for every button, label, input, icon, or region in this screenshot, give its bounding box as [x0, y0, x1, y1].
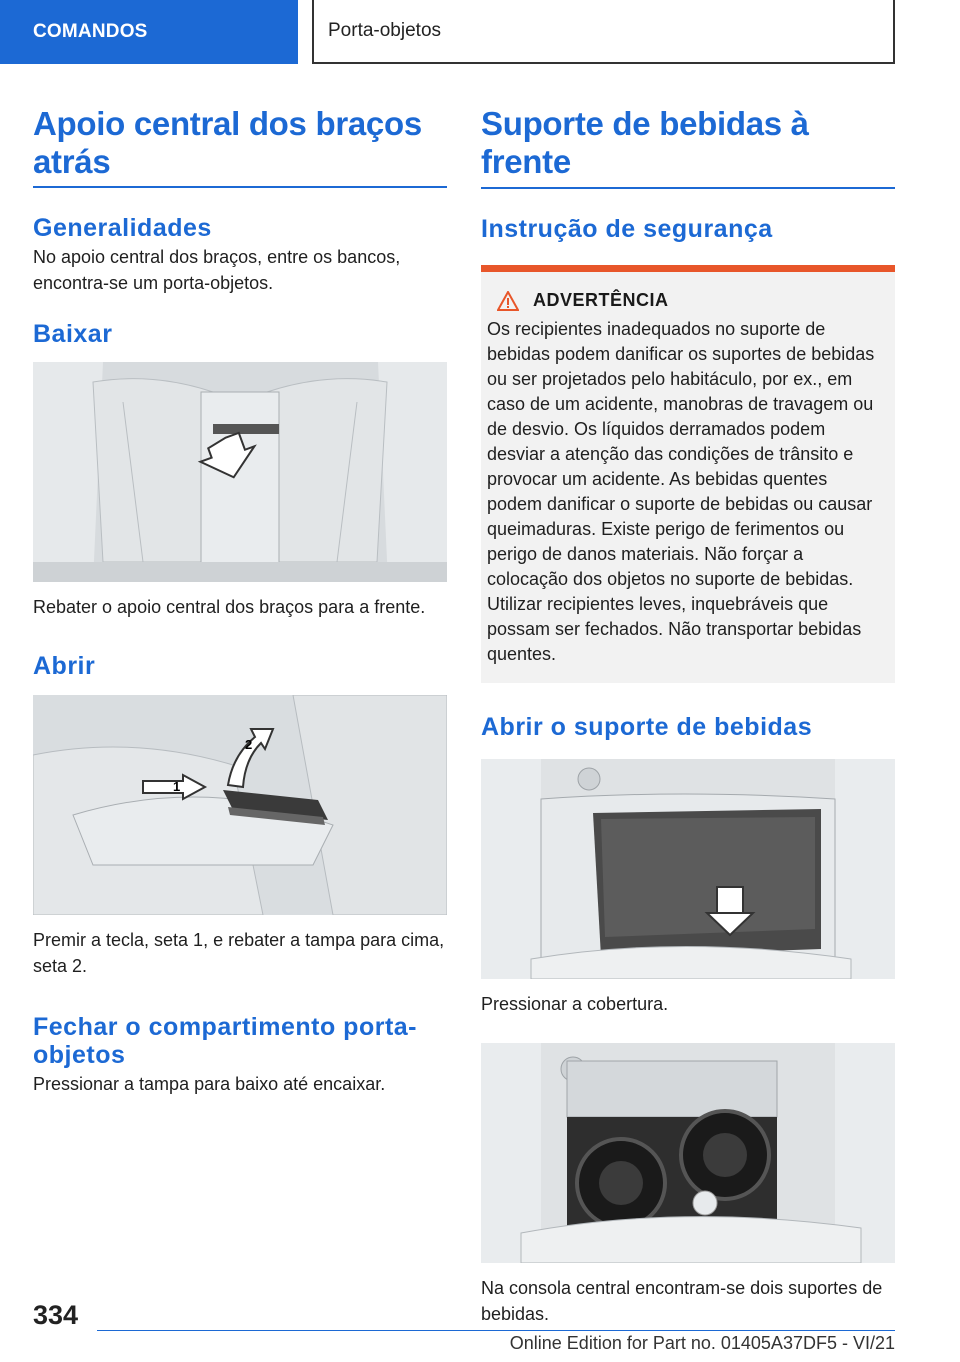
lower-heading: Baixar — [33, 320, 113, 348]
arrow-1-label: 1 — [173, 779, 181, 794]
edition-note: Online Edition for Part no. 01405A37DF5 - VI/21 — [509, 1333, 895, 1353]
warning-label: ADVERTÊNCIA — [533, 290, 669, 310]
general-heading: Generalidades — [33, 214, 212, 242]
console-cupholders-image — [481, 1043, 895, 1263]
warning-title — [497, 290, 887, 311]
press-caption: Pressionar a cobertura. — [481, 994, 669, 1014]
open-cupholder-heading: Abrir o suporte de bebidas — [481, 713, 813, 741]
warning-text: Os recipientes inadequados no suporte de bebidas podem danificar os suportes de bebidas ou ser projetados pelo habitáculo, por ex., em caso de um acidente, manobras de travagem ou de desvio. Os líquidos derramados podem desviar a atenção das condições de trânsito e provocar um acidente. As bebidas quentes podem danificar o suporte de bebidas ou causar queimaduras. Existe perigo de ferimentos ou perigo de danos materiais. Não forçar a colocação dos objetos no suporte de bebidas. Utilizar recipientes leves, inquebráveis que possam ser fechados. Não transportar bebidas quentes. — [487, 319, 875, 664]
open-caption: Premir a tecla, seta 1, e rebater a tampa para cima, seta 2. — [33, 930, 445, 976]
footer-rule — [97, 1330, 895, 1331]
arrow-2-label: 2 — [245, 737, 253, 752]
section-tab: COMANDOS — [0, 0, 298, 64]
cupholder-title: Suporte de bebidas à frente — [481, 105, 809, 180]
section-title: Apoio central dos braços atrás — [33, 105, 422, 180]
open-armrest-image — [33, 695, 447, 915]
close-text: Pressionar a tampa para baixo até encaixar. — [33, 1074, 386, 1094]
lower-armrest-image — [33, 362, 447, 582]
press-cover-image — [481, 759, 895, 979]
warning-triangle-icon — [497, 291, 519, 311]
general-text: No apoio central dos braços, entre os bancos, encontra-se um porta-objetos. — [33, 247, 401, 293]
warning-box — [481, 265, 895, 683]
right-column — [481, 100, 895, 1327]
safety-heading: Instrução de segurança — [481, 215, 773, 243]
close-heading: Fechar o compartimento porta-objetos — [33, 1013, 417, 1069]
title-rule — [33, 186, 447, 188]
topic-title: Porta-objetos — [312, 0, 895, 64]
open-heading: Abrir — [33, 652, 96, 680]
page-number: 334 — [33, 1300, 79, 1330]
left-column — [33, 100, 447, 1097]
cupholder-title-rule — [481, 187, 895, 189]
lower-caption: Rebater o apoio central dos braços para a frente. — [33, 597, 426, 617]
console-caption: Na consola central encontram-se dois suportes de bebidas. — [481, 1278, 883, 1324]
